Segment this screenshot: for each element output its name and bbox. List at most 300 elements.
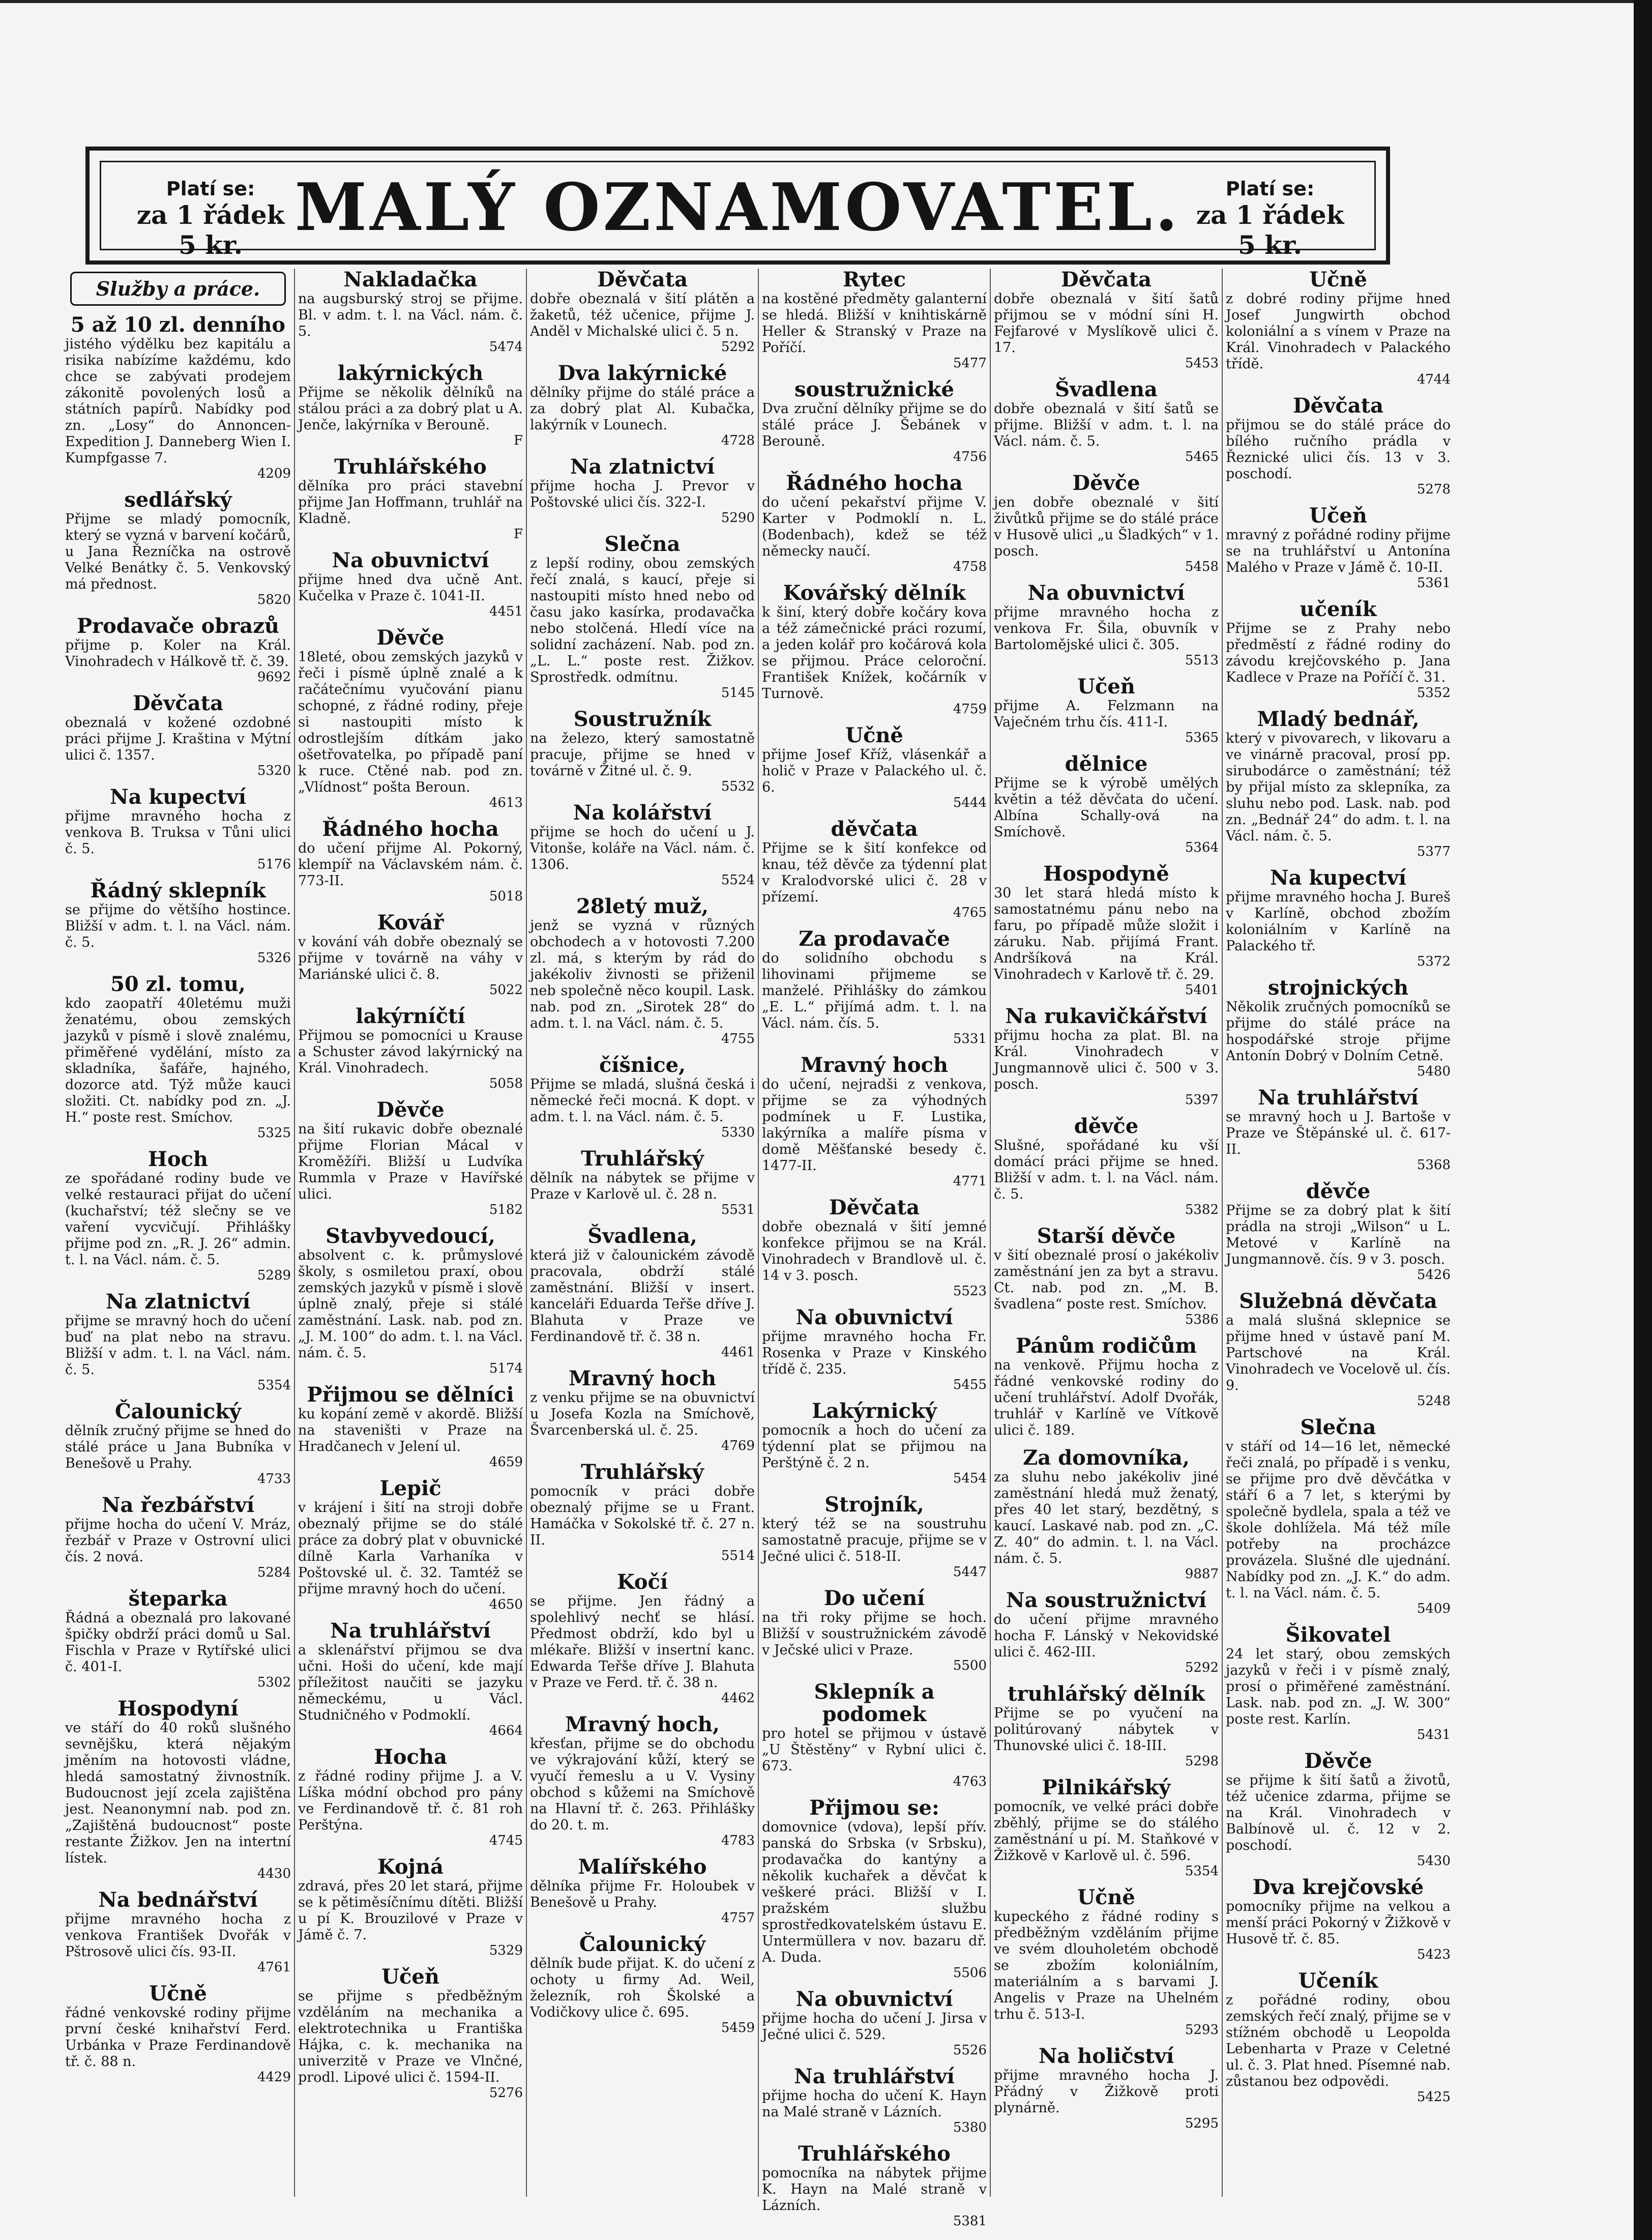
ad-heading: Učně <box>1077 1885 1135 1909</box>
ad-heading: Děvče <box>376 1098 445 1122</box>
classified-ad <box>530 1054 755 1140</box>
ad-heading: Na kupectví <box>110 785 246 809</box>
ad-heading: Učeň <box>1077 675 1135 699</box>
ad-body: přijme A. Felzmann na Vaječném trhu čís. 411-I. <box>994 698 1219 730</box>
ad-body: přijme hocha do učení V. Mráz, řezbář v Praze v Ostrovní ulici čís. 2 nová. <box>65 1517 291 1565</box>
ad-number: 5454 <box>953 1471 987 1486</box>
classified-ad <box>65 692 291 778</box>
ad-body: dobře obeznalá v šití plátěn a žaketů, též učenice, přijme J. Anděl v Michalské ulici č. 5 n. <box>530 291 755 339</box>
ad-number: 4759 <box>953 702 987 717</box>
ad-heading: Na bednářství <box>98 1888 258 1912</box>
ad-heading: Mravný hoch, <box>565 1712 720 1736</box>
ad-body: dělník zručný přijme se hned do stálé práce u Jana Bubníka v Benešově u Prahy. <box>65 1423 291 1471</box>
classified-ad <box>994 2045 1219 2131</box>
ad-number: 4758 <box>953 559 987 574</box>
ad-body: křesťan, přijme se do obchodu ve výkrajování kůží, který se vyučí řemeslu a u V. Vysiny obchod s kůžemi na Smíchově na Hlavní tř. č. 263. Přihlášky do 20. t. m. <box>530 1736 755 1833</box>
ad-number: 5820 <box>257 592 291 607</box>
ad-body: 18leté, obou zemských jazyků v řeči i písmě úplně znalé a k račátečnímu vyučování pianu schopné, z řádné rodiny, přeje si nastoupiti místo k odrostlejším dítkám jako ošetřovatelka, po případě paní k ruce. Ctěné nab. pod zn. „Vlídnost“ pošta Beroun. <box>298 649 523 795</box>
ad-heading: Učeň <box>1309 504 1367 528</box>
classified-ad <box>994 1335 1219 1439</box>
ad-number: 5182 <box>489 1202 523 1217</box>
ad-heading: Stavbyvedoucí, <box>326 1224 495 1248</box>
ad-number: 4209 <box>257 466 291 481</box>
ad-column-4 <box>758 268 990 2229</box>
ad-number: 4461 <box>721 1345 755 1360</box>
ad-heading: Řádného hocha <box>322 817 499 841</box>
ad-body: jenž se vyzná v různých obchodech a v hotovosti 7.200 zl. má, s kterým by rád do jakékoliv živnosti se přiženil neb společně něco koupil. Lask. nab. pod zn. „Sirotek 28“ do adm. t. l. na Václ. nám. č. 5. <box>530 918 755 1031</box>
classified-ad <box>298 1620 523 1738</box>
ad-heading: Za prodavače <box>799 927 950 951</box>
ad-heading: Na truhlářství <box>794 2064 955 2088</box>
classified-ad <box>1226 1624 1451 1742</box>
ad-heading: Na řezbářství <box>101 1493 255 1517</box>
ad-body: přijmou se do stálé práce do bílého ručního prádla v Řeznické ulici čís. 13 v 3. poschodí. <box>1226 417 1451 482</box>
ad-body: obeznalá v kožené ozdobné práci přijme J. Kraština v Mýtní ulici č. 1357. <box>65 715 291 763</box>
ad-body: v šití obeznalé prosí o jakékoliv zaměstnání jen za byt a stravu. Ct. nab. pod zn. „M. B. švadlena“ poste rest. Smíchov. <box>994 1247 1219 1312</box>
classified-ad <box>298 627 523 810</box>
ad-body: přijme hned dva učně Ant. Kučelka v Praze č. 1041-II. <box>298 572 523 604</box>
ad-number: 4771 <box>953 1174 987 1189</box>
ad-body: ze spořádané rodiny bude ve velké restauraci přijat do učení (kuchařství; též slečny se ve vaření vycvičují. Přihlášky přijme pod zn. „R. J. 26“ admin. t. l. na Václ. nám. č. 5. <box>65 1171 291 1268</box>
ad-heading: strojnických <box>1267 976 1409 1000</box>
ad-number: 5455 <box>953 1377 987 1392</box>
ad-heading: Služebná děvčata <box>1239 1289 1437 1313</box>
ad-heading: Učně <box>149 1982 207 2005</box>
ad-heading: Děvčata <box>597 268 688 292</box>
ad-body: do učení, nejradši z venkova, přijme se za výhodných podmínek u F. Lustika, lakýrníka a malíře písma v domě Měšťanské besedy č. 1477-II. <box>762 1077 987 1174</box>
classified-ad <box>530 533 755 700</box>
ad-body: přijme p. Koler na Král. Vinohradech v Hálkově tř. č. 39. <box>65 637 291 670</box>
classified-ad <box>1226 1970 1451 2104</box>
ad-heading: Na truhlářství <box>1258 1086 1419 1110</box>
ad-heading: šteparka <box>128 1587 228 1611</box>
price-note-right <box>1186 178 1354 260</box>
classified-ad <box>530 1571 755 1705</box>
ad-heading: Na obuvnictví <box>332 548 489 572</box>
ad-heading: Truhlářského <box>334 455 487 479</box>
classified-ad <box>298 1099 523 1217</box>
classified-ad <box>994 863 1219 997</box>
ad-heading: truhlářský dělník <box>1008 1682 1205 1706</box>
ad-heading: Čalounický <box>579 1932 706 1956</box>
ad-number: 4462 <box>721 1691 755 1706</box>
ad-body: 30 let stará hledá místo k samostatnému pánu nebo na faru, po případě může složit i záruku. Nab. přijímá Frant. Andršíková na Král. Vinohradech v Karlově tř. č. 29. <box>994 885 1219 982</box>
page-edge-right <box>1634 0 1652 2240</box>
classified-ad <box>298 1477 523 1612</box>
classified-ad <box>762 269 987 370</box>
classified-ad <box>994 1683 1219 1768</box>
classified-ad <box>994 753 1219 855</box>
ad-heading: Kojná <box>377 1855 444 1879</box>
classified-ad <box>1226 1180 1451 1282</box>
ad-heading: Truhlářský <box>581 1460 704 1484</box>
ad-body: přijme Josef Kříž, vlásenkář a holič v Praze v Palackého ul. č. 6. <box>762 747 987 795</box>
ad-heading: sedlářský <box>124 488 232 512</box>
ad-body: se mravný hoch u J. Bartoše v Praze ve Štěpánské ul. č. 617-II. <box>1226 1109 1451 1157</box>
ad-number: 5459 <box>721 2020 755 2035</box>
classified-ad <box>762 1306 987 1392</box>
ad-heading: Soustružník <box>573 707 712 731</box>
ad-number: 5284 <box>257 1565 291 1580</box>
ad-body: se přijme. Jen řádný a spolehlivý nechť se hlásí. Předmost obdrží, kdo byl u mlékaře. Bližší v insertní kanc. Edwarda Teřše dříve J. Blahuta v Praze ve Ferd. tř. č. 38 n. <box>530 1593 755 1691</box>
ad-number: 4761 <box>257 1960 291 1975</box>
ad-body: mravný z pořádné rodiny přijme se na truhlářství u Antonína Malého v Praze v Jámě č. 10-II. <box>1226 527 1451 575</box>
ad-number: 5290 <box>721 510 755 526</box>
ad-heading: Slečna <box>604 532 681 556</box>
ad-body: v kování váh dobře obeznalý se přijme v továrně na váhy v Mariánské ulici č. 8. <box>298 934 523 982</box>
ad-heading: Mladý bednář, <box>1257 707 1420 731</box>
ad-number: 5381 <box>953 2214 987 2229</box>
ad-column-5 <box>990 269 1222 2197</box>
ad-body: jen dobře obeznalé v šití živůtků přijme se do stálé práce v Husově ulici „u Šladkých“ v 1. posch. <box>994 494 1219 559</box>
ad-number: 5276 <box>489 2085 523 2101</box>
ad-number: 4769 <box>721 1438 755 1453</box>
ad-body: ku kopání země v akordě. Bližší na staveništi v Praze na Hradčanech v Jelení ul. <box>298 1406 523 1454</box>
ad-number: 5465 <box>1185 449 1219 464</box>
ad-heading: číšnice, <box>599 1053 686 1077</box>
section-badge: Služby a práce. <box>70 272 286 306</box>
classified-ad <box>994 1115 1219 1217</box>
ad-number: 4733 <box>257 1471 291 1487</box>
classified-ad <box>762 379 987 464</box>
classified-ad <box>530 1461 755 1563</box>
ad-number: 4763 <box>953 1774 987 1789</box>
ad-body: dělník bude přijat. K. do učení z ochoty u firmy Ad. Weil, železník, roh Školské a Vodičkovy ulice č. 695. <box>530 1956 755 2020</box>
classified-ad <box>762 2066 987 2135</box>
ad-number: 4757 <box>721 1910 755 1926</box>
ad-number: 5058 <box>489 1076 523 1091</box>
ad-number: 5298 <box>1185 1754 1219 1769</box>
ad-number: 5372 <box>1417 954 1451 969</box>
ad-heading: Nakladačka <box>343 268 478 292</box>
classified-ad <box>1226 395 1451 497</box>
ad-heading: Řádný sklepník <box>90 879 266 903</box>
ad-body: pro hotel se přijmou v ústavě „U Štěstěny“ v Rybní ulici č. 673. <box>762 1726 987 1774</box>
ad-heading: Učeník <box>1298 1969 1378 1993</box>
ad-body: z dobré rodiny přijme hned Josef Jungwirth obchod koloniální a s vínem v Praze na Král. Vinohradech v Palackého třídě. <box>1226 291 1451 372</box>
ad-number: 5354 <box>257 1378 291 1393</box>
ad-heading: Lepič <box>379 1476 441 1500</box>
ad-heading: Pánům rodičům <box>1015 1334 1197 1358</box>
ad-body: Přijme se mladý pomocník, který se vyzná v barvení kočárů, u Jana Řezníčka na ostrově Velké Benátky č. 5. Venkovský má přednost. <box>65 511 291 592</box>
ad-heading: 28letý muž, <box>576 894 709 918</box>
classified-ad <box>65 1148 291 1283</box>
ad-body: na železo, který samostatně pracuje, přijme se hned v továrně v Žitné ul. č. 9. <box>530 731 755 779</box>
ad-heading: Na zlatnictví <box>570 455 715 479</box>
ad-number: 4755 <box>721 1031 755 1046</box>
ad-number: 5364 <box>1185 840 1219 855</box>
classified-ad <box>530 362 755 448</box>
ad-body: přijme mravného hocha J. Přádný v Žižkově proti plynárně. <box>994 2068 1219 2116</box>
classified-ad <box>1226 1876 1451 1962</box>
classified-ad <box>298 1384 523 1469</box>
ad-number: 4756 <box>953 449 987 464</box>
ad-number: 5377 <box>1417 844 1451 859</box>
classified-ad <box>530 895 755 1046</box>
ad-number: 5354 <box>1185 1864 1219 1879</box>
classified-ad <box>762 1681 987 1789</box>
ad-heading: Strojník, <box>824 1493 924 1517</box>
price-note-left-label: Platí se: <box>166 178 255 200</box>
ad-number: 5380 <box>953 2120 987 2135</box>
ad-body: pomocníky přijme na velkou a menší práci Pokorný v Žižkově v Husově tř. č. 85. <box>1226 1899 1451 1947</box>
ad-body: dělníka pro práci stavební přijme Jan Hoffmann, truhlář na Kladně. <box>298 478 523 527</box>
ad-column-3 <box>526 269 758 2197</box>
ad-heading: Dva krejčovské <box>1252 1875 1424 1899</box>
classified-ad <box>530 708 755 794</box>
classified-ad <box>762 2143 987 2228</box>
ad-number: 5453 <box>1185 356 1219 371</box>
ad-heading: Hospodyně <box>1043 862 1169 886</box>
classified-ad <box>65 489 291 607</box>
ad-heading: Za domovníka, <box>1023 1446 1190 1470</box>
ad-number: 5292 <box>721 339 755 355</box>
ad-number: 5514 <box>721 1548 755 1563</box>
ad-number: 5474 <box>489 339 523 355</box>
ad-heading: Do učení <box>823 1586 925 1610</box>
classified-ad <box>530 456 755 525</box>
classified-ad <box>994 676 1219 745</box>
ad-number: 4744 <box>1417 372 1451 387</box>
classified-ad <box>994 1447 1219 1581</box>
classified-ad <box>762 1197 987 1298</box>
ad-body: Přijme se několik dělníků na stálou práci a za dobrý plat u A. Jenče, lakýrníka v Berouně. <box>298 385 523 433</box>
ad-body: Přijme se za dobrý plat k šití prádla na stroji „Wilson“ u L. Metové v Karlíně na Jungmannově. čís. 9 v 3. posch. <box>1226 1203 1451 1267</box>
ad-body: dobře obeznalá v šití šatů se přijme. Bližší v adm. t. l. na Václ. nám. č. 5. <box>994 401 1219 449</box>
ad-number: 4451 <box>489 604 523 619</box>
ad-heading: Truhlářského <box>798 2142 951 2166</box>
ad-number: 5506 <box>953 1965 987 1981</box>
classified-ad <box>1226 505 1451 590</box>
ad-number: 4745 <box>489 1833 523 1848</box>
classified-ad <box>65 1983 291 2084</box>
ad-heading: Kovář <box>377 911 444 935</box>
ad-body: z lepší rodiny, obou zemských řečí znalá, s kaucí, přeje si nastoupiti místo hned nebo od času jako kasírka, prodavačka nebo stolčená. Hledí více na solidní zacházení. Nab. pod zn. „L. L.“ poste rest. Žižkov. Sprostředk. odmítnu. <box>530 556 755 685</box>
ad-body: ve stáří do 40 roků slušného sevnějšku, která nějakým jměním na hotovosti vládne, hledá samostatný živnostník. Budoucnost její zcela zajištěna jest. Neanonymní nab. pod zn. „Zajištěná budoucnost“ poste restante Žižkov. Jen na intertní lístek. <box>65 1720 291 1866</box>
ad-number: 5329 <box>489 1943 523 1958</box>
ad-body: přijme mravného hocha z venkova František Dvořák v Pštrosově ulici čís. 93-II. <box>65 1911 291 1960</box>
ad-number: 4650 <box>489 1597 523 1612</box>
ad-number: 5531 <box>721 1202 755 1217</box>
ad-number: 5477 <box>953 356 987 371</box>
ad-number: 5295 <box>1185 2116 1219 2131</box>
ad-number: 5423 <box>1417 1947 1451 1962</box>
ad-heading: Řádného hocha <box>786 471 963 495</box>
ad-number: 5174 <box>489 1361 523 1376</box>
ad-heading: Slečna <box>1300 1415 1376 1439</box>
ad-heading: Přijmou se dělníci <box>307 1383 514 1407</box>
classified-ad <box>298 1746 523 1848</box>
ad-heading: děvče <box>1306 1179 1371 1203</box>
ad-number: 5278 <box>1417 482 1451 497</box>
ad-number: 5289 <box>257 1268 291 1283</box>
ad-heading: Mravný hoch <box>569 1366 716 1390</box>
ad-body: z řádné rodiny přijme J. a V. Líška módní obchod pro pány ve Ferdinandově tř. č. 81 roh Perštýna. <box>298 1768 523 1833</box>
ad-body: který též se na soustruhu samostatně pracuje, přijme se v Ječné ulici č. 518-II. <box>762 1516 987 1564</box>
ad-body: pomocníka na nábytek přijme K. Hayn na Malé straně v Lázních. <box>762 2165 987 2214</box>
ad-body: přijme hocha do učení K. Hayn na Malé straně v Lázních. <box>762 2088 987 2120</box>
ad-heading: Malířského <box>578 1855 707 1879</box>
ad-number: 5176 <box>257 857 291 872</box>
ad-body: k šiní, který dobře kočáry kova a též zámečnické práci rozumí, a jeden kolář pro kočárová kola se přijmou. Práce celoroční. František Knížek, kočárník v Turnově. <box>762 604 987 702</box>
ad-number: 5330 <box>721 1125 755 1140</box>
ad-heading: Na obuvnictví <box>795 1987 953 2011</box>
classified-ad <box>1226 867 1451 969</box>
ad-number: 5480 <box>1417 1064 1451 1079</box>
classified-ad <box>762 472 987 574</box>
ad-number: 5397 <box>1185 1092 1219 1108</box>
classified-ad <box>762 1400 987 1486</box>
classified-ad <box>1226 977 1451 1079</box>
ad-body: dělníky přijme do stálé práce a za dobrý plat Al. Kubačka, lakýrník v Lounech. <box>530 385 755 433</box>
ad-heading: Lakýrnický <box>812 1399 937 1423</box>
classified-ad <box>762 1988 987 2057</box>
ad-heading: Na holičství <box>1038 2044 1174 2068</box>
ad-body: Několik zručných pomocníků se přijme do stálé práce na hospodářské stroje přijme Antonín Dobrý v Dolním Cetně. <box>1226 999 1451 1064</box>
classified-ad <box>530 1713 755 1848</box>
ad-body: za sluhu nebo jakékoliv jiné zaměstnání hledá muž ženatý, přes 40 let starý, bezdětný, s kaucí. Laskavé nab. pod zn. „C. Z. 40“ do admin. t. l. na Václ. nám. č. 5. <box>994 1469 1219 1566</box>
classified-ad <box>994 582 1219 667</box>
ad-heading: Hospodyní <box>117 1697 239 1721</box>
ad-body: na tři roky přijme se hoch. Bližší v soustružnickém závodě v Ječské ulici v Praze. <box>762 1610 987 1658</box>
ad-heading: Na obuvnictví <box>795 1305 953 1329</box>
ad-body: která již v čalounickém závodě pracovala, obdrží stálé zaměstnání. Bližší v insert. kanceláři Eduarda Teřše dříve J. Blahuta v Praze ve Ferdinandově tř. č. 38 n. <box>530 1247 755 1345</box>
ad-heading: 50 zl. tomu, <box>110 972 246 996</box>
classified-ad <box>530 269 755 354</box>
ad-body: dělník na nábytek se přijme v Praze v Karlově ul. č. 28 n. <box>530 1170 755 1202</box>
ad-heading: Děvčata <box>1292 394 1384 418</box>
ad-number: 4783 <box>721 1833 755 1848</box>
ad-heading: Sklepník a podomek <box>814 1680 935 1726</box>
ad-column-6 <box>1222 269 1454 2197</box>
ad-number: 5292 <box>1185 1660 1219 1675</box>
classified-ad <box>65 1698 291 1881</box>
ad-body: kdo zaopatří 40letému muži ženatému, obou zemských jazyků v písmě i slově znalému, přiměřené vydělání, místo za skladníka, šafáře, hajného, dozorce atd. Týž může kauci složiti. Ct. nabídky pod zn. „J. H.“ poste rest. Smíchov. <box>65 996 291 1125</box>
ad-heading: Na soustružnictví <box>1006 1588 1207 1612</box>
ad-body: který v pivovarech, v likovaru a ve vinárně pracoval, prosí pp. sirubodárce o zaměstnání; též by přijal místo za sklepníka, za sluhu nebo pod. Lask. nab. pod zn. „Bednář 24“ do adm. t. l. na Václ. nám. č. 5. <box>1226 731 1451 844</box>
classified-ad <box>65 786 291 871</box>
ad-body: Přijme se mladá, slušná česká i německé řeči mocná. K dopt. v adm. t. l. na Václ. nám. č. 5. <box>530 1077 755 1125</box>
ad-number: 5426 <box>1417 1267 1451 1283</box>
classified-ad <box>762 582 987 716</box>
ad-body: přijme hocha J. Prevor v Poštovské ulici čís. 322-I. <box>530 478 755 510</box>
ad-heading: Na zlatnictví <box>105 1290 251 1314</box>
classified-ad <box>762 1797 987 1980</box>
ad-body: absolvent c. k. průmyslové školy, s osmiletou praxí, obou zemských jazyků v písmě i slově úplně znalý, přeje si stálé zaměstnání. Lask. nab. pod zn. „J. M. 100“ do adm. t. l. na Václ. nám. č. 5. <box>298 1247 523 1361</box>
ad-number: 5248 <box>1417 1393 1451 1409</box>
ad-number: 9887 <box>1185 1566 1219 1582</box>
classified-ad <box>65 1291 291 1392</box>
classified-ad <box>530 802 755 887</box>
classified-ad <box>65 1401 291 1486</box>
ad-body: kupeckého z řádné rodiny s předběžným vzděláním přijme ve svém dlouholetém obchodě se zbožím koloniálním, materiálním a s barvami J. Angelis v Praze na Uhelném trhu č. 513-I. <box>994 1909 1219 2022</box>
ad-heading: Švadlena, <box>587 1224 697 1248</box>
ad-body: do učení přijme Al. Pokorný, klempíř na Václavském nám. č. 773-II. <box>298 840 523 889</box>
ad-number: 5532 <box>721 779 755 794</box>
ad-number: 5302 <box>257 1675 291 1690</box>
ad-heading: dělnice <box>1065 752 1148 776</box>
price-note-left-rate: za 1 řádek 5 kr. <box>136 200 285 260</box>
ad-number: 5382 <box>1185 1202 1219 1217</box>
ad-number: 5401 <box>1185 982 1219 998</box>
ad-number: 4664 <box>489 1723 523 1738</box>
ad-body: a sklenářství přijmou se dva učni. Hoši do učení, kde mají příležitost naučiti se jazyku německému, u Václ. Studničného v Podmoklí. <box>298 1642 523 1723</box>
ad-number: 5444 <box>953 795 987 810</box>
ad-heading: děvče <box>1074 1114 1139 1138</box>
ad-body: na šití rukavic dobře obeznalé přijme Florian Mácal v Kroměžíři. Bližší u Ludvíka Rummla v Praze v Havířské ulici. <box>298 1121 523 1202</box>
classified-ad <box>1226 1416 1451 1616</box>
classified-ad <box>65 880 291 965</box>
ad-number: F <box>513 433 523 448</box>
ad-body: přijme se mravný hoch do učení buď na plat nebo na stravu. Bližší v adm. t. l. na Václ. nám. č. 5. <box>65 1313 291 1378</box>
ad-body: Slušné, spořádané ku vší domácí práci přijme se hned. Bližší v adm. t. l. na Václ. nám. č. 5. <box>994 1138 1219 1202</box>
ad-heading: Pilnikářský <box>1042 1776 1171 1799</box>
ad-body: přijme mravného hocha Fr. Rosenka v Praze v Kinského třídě č. 235. <box>762 1329 987 1377</box>
ad-heading: soustružnické <box>794 377 954 401</box>
ad-body: a malá slušná sklepnice se přijme hned v ústavě paní M. Partschové na Král. Vinohradech ve Vocelově ul. čís. 9. <box>1226 1313 1451 1393</box>
ad-heading: Mravný hoch <box>801 1053 948 1077</box>
ad-body: 24 let starý, obou zemských jazyků v řeči i v písmě znalý, prosí o přiměřené zaměstnání. Lask. nab. pod zn. „J. W. 300“ poste rest. Karlín. <box>1226 1646 1451 1727</box>
ad-body: řádné venkovské rodiny přijme první české knihařství Ferd. Urbánka v Praze Ferdinandově tř. č. 88 n. <box>65 2005 291 2070</box>
ad-body: přijme mravného hocha J. Bureš v Karlíně, obchod zbožím koloniálním v Karlíně na Palackého tř. <box>1226 889 1451 954</box>
classified-ad <box>1226 1290 1451 1408</box>
ad-body: do učení pekařství přijme V. Karter v Podmoklí n. L. (Bodenbach), kdež se též německy naučí. <box>762 494 987 559</box>
classified-ad <box>762 1054 987 1188</box>
ad-number: 5331 <box>953 1031 987 1046</box>
classified-ad <box>1226 708 1451 859</box>
ad-body: dělníka přijme Fr. Holoubek v Benešově u Prahy. <box>530 1878 755 1910</box>
classified-ad <box>530 1856 755 1925</box>
ad-number: 4728 <box>721 433 755 448</box>
ad-heading: Děvče <box>1072 471 1140 495</box>
ad-body: pomocník a hoch do učení za týdenní plat se přijmou na Perštýně č. 2 n. <box>762 1422 987 1471</box>
ad-heading: Děvčata <box>1060 268 1152 292</box>
ad-number: 4430 <box>257 1866 291 1881</box>
ad-number: 4659 <box>489 1454 523 1470</box>
ad-heading: Přijmou se: <box>809 1796 939 1820</box>
ad-heading: Kočí <box>616 1570 668 1594</box>
ad-number: 5524 <box>721 872 755 888</box>
ad-number: 5430 <box>1417 1853 1451 1869</box>
page-edge-top <box>0 0 1652 3</box>
ad-number: 5352 <box>1417 685 1451 701</box>
classified-ad <box>994 1777 1219 1878</box>
ad-body: pomocník v práci dobře obeznalý přijme se u Frant. Hamáčka v Sokolské tř. č. 27 n. II. <box>530 1483 755 1548</box>
ad-body: dobře obeznalá v šití jemné konfekce přijmou se na Král. Vinohradech v Brandlově ul. č. 14 v 3. posch. <box>762 1219 987 1284</box>
ad-number: 5431 <box>1417 1727 1451 1742</box>
ad-heading: Učně <box>845 723 903 747</box>
ad-body: z venku přijme se na obuvnictví u Josefa Kozla na Smíchově, Švarcenberská ul. č. 25. <box>530 1390 755 1438</box>
ad-heading: Rytec <box>842 268 906 292</box>
ad-heading: děvčata <box>831 817 918 841</box>
ad-heading: Na truhlářství <box>330 1619 491 1643</box>
ad-body: Přijmou se pomocníci u Krause a Schuster závod lakýrnický na Král. Vinohradech. <box>298 1028 523 1076</box>
ad-heading: Na rukavičkářství <box>1005 1004 1207 1028</box>
ad-heading: Na kupectví <box>1270 866 1406 890</box>
ad-body: jistého výdělku bez kapitálu a risika nabízíme každému, kdo chce se zabývati prodejem zákonitě povolených losů a státních papírů. Nabídky pod zn. „Losy“ do Annoncen-Expedition J. Danneberg Wien I. Kumpfgasse 7. <box>65 336 291 466</box>
ad-heading: učeník <box>1300 597 1377 621</box>
classified-ad <box>994 269 1219 370</box>
ad-body: Přijme se po vyučení na politúrovaný nábytek v Thunovské ulici č. 18-III. <box>994 1705 1219 1754</box>
ad-number: 5386 <box>1185 1312 1219 1327</box>
ad-number: 5425 <box>1417 2089 1451 2105</box>
price-note-right-label: Platí se: <box>1225 178 1315 200</box>
ad-number: 5145 <box>721 685 755 701</box>
ad-body: na kostěné předměty galanterní se hledá. Bližší v knihtiskárně Heller & Stranský v Praze na Poříčí. <box>762 291 987 356</box>
ad-number: 5022 <box>489 982 523 998</box>
ad-number: 5409 <box>1417 1601 1451 1616</box>
price-note-right-rate: za 1 řádek 5 kr. <box>1196 200 1344 260</box>
